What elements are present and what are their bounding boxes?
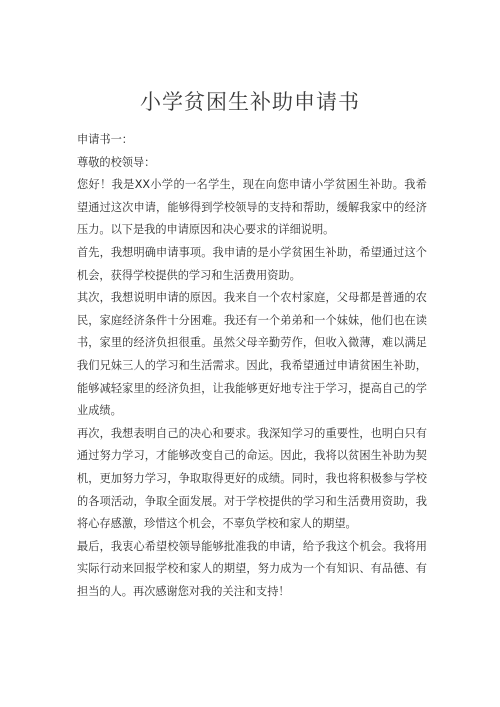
paragraph-greeting: 您好！我是XX小学的一名学生，现在向您申请小学贫困生补助。我希望通过这次申请，能够得到学校领导的支持和帮助，缓解我家中的经济压力。以下是我的申请原因和决心要求的详细说明。 <box>77 178 427 237</box>
paragraph-determination: 再次，我想表明自己的决心和要求。我深知学习的重要性，也明白只有通过努力学习，才能够改变自己的命运。因此，我将以贫困生补助为契机，更加努力学习，争取取得更好的成绩。同时，我也将积极参与学校的各项活动，争取全面发展。对于学校提供的学习和生活费用资助，我将心存感激，珍惜这个机会，不辜负学校和家人的期望。 <box>77 426 427 531</box>
document-body <box>77 129 427 603</box>
salutation: 尊敬的校领导： <box>77 155 156 169</box>
paragraph-closing: 最后，我衷心希望校领导能够批准我的申请，给予我这个机会。我将用实际行动来回报学校和家人的期望，努力成为一个有知识、有品德、有担当的人。再次感谢您对我的关注和支持！ <box>77 539 427 598</box>
document-title: 小学贫困生补助申请书 <box>140 90 360 114</box>
paragraph-reason: 其次，我想说明申请的原因。我来自一个农村家庭，父母都是普通的农民，家庭经济条件十分困难。我还有一个弟弟和一个妹妹，他们也在读书，家里的经济负担很重。虽然父母辛勤劳作，但收入微薄，难以满足我们兄妹三人的学习和生活需求。因此，我希望通过申请贫困生补助，能够减轻家里的经济负担，让我能够更好地专注于学习，提高自己的学业成绩。 <box>77 291 427 418</box>
section-label: 申请书一： <box>77 133 133 146</box>
paragraph-request-item: 首先，我想明确申请事项。我申请的是小学贫困生补助，希望通过这个机会，获得学校提供的学习和生活费用资助。 <box>77 245 427 282</box>
